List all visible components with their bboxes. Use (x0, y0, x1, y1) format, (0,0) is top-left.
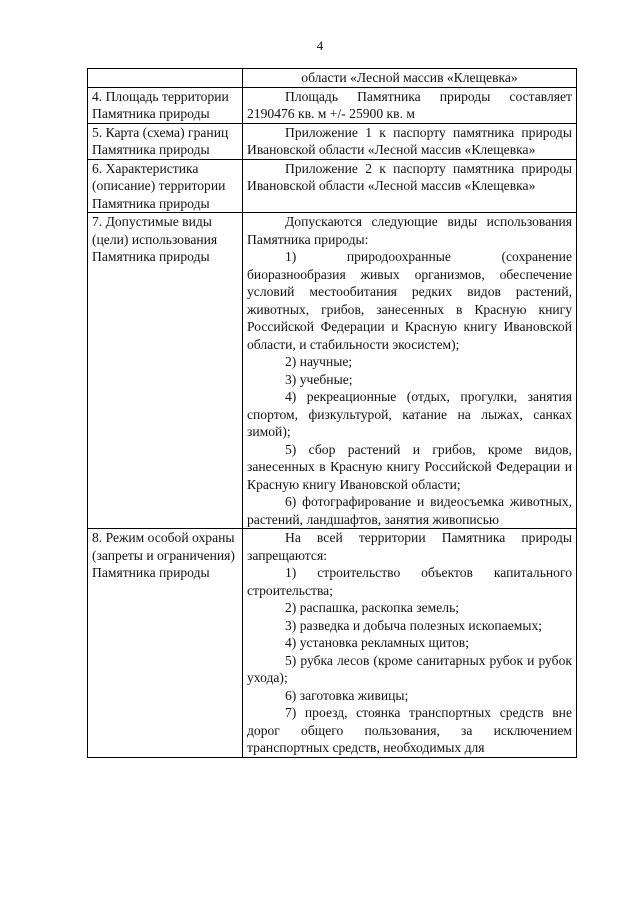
row-label: 7. Допустимые виды (цели) использования Памятника природы (88, 213, 243, 529)
row-value (243, 159, 577, 213)
table-row (88, 529, 577, 758)
row-label: 8. Режим особой охраны (запреты и ограничения) Памятника природы (88, 529, 243, 758)
value-paragraph: 4) установка рекламных щитов; (285, 635, 469, 650)
table-row (88, 213, 577, 529)
value-paragraph: 2) распашка, раскопка земель; (285, 600, 460, 615)
row-value (243, 69, 577, 88)
table-row (88, 123, 577, 159)
value-paragraph: 6) фотографирование и видеосъемка животных, растений, ландшафтов, занятия живописью (247, 494, 572, 527)
passport-table (87, 68, 577, 758)
row-value (243, 213, 577, 529)
value-paragraph: Площадь Памятника природы составляет 2190476 кв. м +/- 25900 кв. м (247, 88, 572, 121)
value-paragraph: 1) строительство объектов капитального строительства; (247, 565, 572, 598)
row-label: 5. Карта (схема) границ Памятника природы (88, 123, 243, 159)
row-value (243, 529, 577, 758)
value-paragraph: 4) рекреационные (отдых, прогулки, занятия спортом, физкультурой, катание на лыжах, санках зимой); (247, 389, 572, 439)
value-paragraph: 5) сбор растений и грибов, кроме видов, занесенных в Красную книгу Российской Федерации и Красную книгу Ивановской области; (247, 441, 572, 492)
table-row (88, 159, 577, 213)
value-paragraph: 5) рубка лесов (кроме санитарных рубок и рубок ухода); (247, 652, 572, 685)
value-paragraph: области «Лесной массив «Клещевка» (301, 70, 518, 85)
value-paragraph: Приложение 1 к паспорту памятника природы Ивановской области «Лесной массив «Клещевка» (247, 124, 572, 157)
row-label (88, 69, 243, 88)
row-value (243, 123, 577, 159)
page-number: 4 (316, 38, 324, 53)
value-paragraph: Допускаются следующие виды использования Памятника природы: (247, 214, 572, 247)
value-paragraph: 3) разведка и добыча полезных ископаемых; (285, 617, 543, 633)
value-paragraph: Приложение 2 к паспорту памятника природы Ивановской области «Лесной массив «Клещевка» (247, 160, 572, 193)
row-value (243, 87, 577, 123)
value-paragraph: На всей территории Памятника природы запрещаются: (247, 530, 572, 563)
value-paragraph: 3) учебные; (285, 371, 353, 387)
table-row (88, 69, 577, 88)
value-paragraph: 6) заготовка живицы; (285, 687, 409, 703)
value-paragraph: 2) научные; (285, 354, 353, 369)
value-paragraph: 7) проезд, стоянка транспортных средств вне дорог общего пользования, за исключением транспортных средств, необходимых для (247, 705, 572, 755)
table-row (88, 87, 577, 123)
row-label: 6. Характеристика (описание) территории Памятника природы (88, 159, 243, 213)
value-paragraph: 1) природоохранные (сохранение биоразнообразия живых организмов, обеспечение условий местообитания редких видов растений, животных, грибов, занесенных в Красную книгу Российской Федерации и Красную книгу Ивановской области, и стабильности экосистем); (247, 249, 572, 352)
row-label: 4. Площадь территории Памятника природы (88, 87, 243, 123)
